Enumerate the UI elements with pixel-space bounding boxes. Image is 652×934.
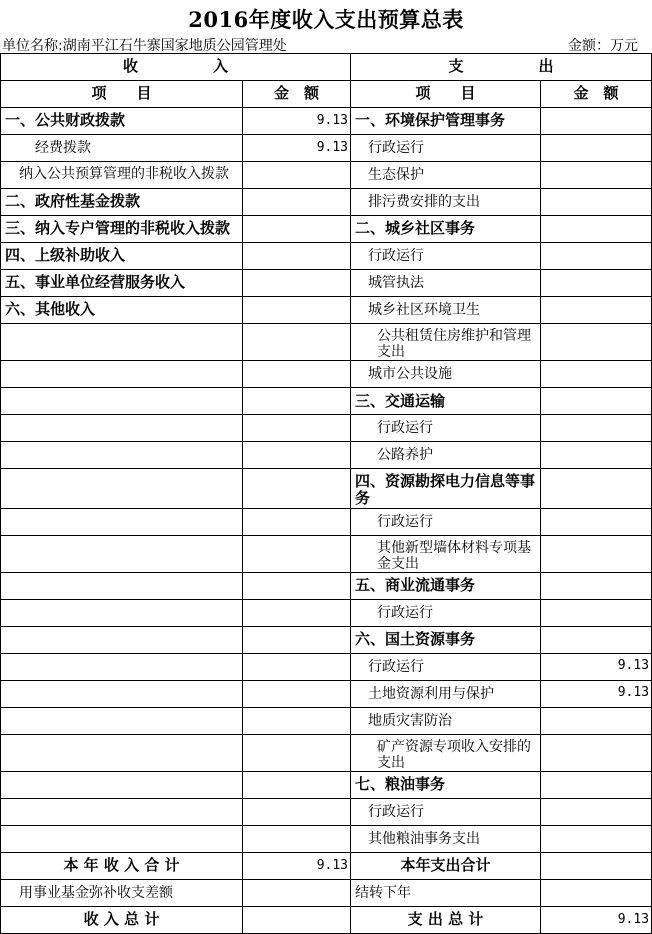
expense-item-cell: 城管执法 — [351, 270, 541, 297]
income-item-cell — [1, 415, 243, 442]
income-amount-cell — [243, 772, 351, 799]
expense-item-cell: 二、城乡社区事务 — [351, 216, 541, 243]
income-amount-cell — [243, 680, 351, 707]
income-amount-cell: 9.13 — [243, 135, 351, 162]
expense-amount-cell — [541, 626, 652, 653]
table-row — [1, 826, 652, 853]
expense-amount-cell — [541, 469, 652, 509]
income-amount-cell — [243, 388, 351, 415]
expense-item-cell: 行政运行 — [351, 243, 541, 270]
table-row — [1, 680, 652, 707]
report-title: 2016年度收入支出预算总表 — [188, 7, 464, 32]
expense-item-cell: 生态保护 — [351, 162, 541, 189]
income-amount-cell — [243, 324, 351, 361]
expense-item-cell: 行政运行 — [351, 799, 541, 826]
expense-amount-cell — [541, 707, 652, 734]
expense-amount-cell — [541, 243, 652, 270]
expense-item-cell: 行政运行 — [351, 508, 541, 535]
table-row — [1, 508, 652, 535]
income-item-cell — [1, 680, 243, 707]
table-row — [1, 734, 652, 771]
table-row — [1, 707, 652, 734]
carry-forward-amount — [541, 880, 652, 907]
balance-fund-label: 用事业基金弥补收支差额 — [1, 880, 243, 907]
income-item-cell — [1, 626, 243, 653]
expense-item-cell: 地质灾害防治 — [351, 707, 541, 734]
expense-item-cell: 城市公共设施 — [351, 361, 541, 388]
income-amount-cell — [243, 270, 351, 297]
table-row — [1, 415, 652, 442]
expense-grand-total-label: 支 出 总 计 — [351, 907, 541, 934]
income-amount-cell — [243, 189, 351, 216]
income-item-cell: 三、纳入专户管理的非税收入拨款 — [1, 216, 243, 243]
income-item-cell: 四、上级补助收入 — [1, 243, 243, 270]
expense-section-header: 支 出 — [351, 54, 652, 81]
table-row — [1, 572, 652, 599]
income-item-cell — [1, 772, 243, 799]
expense-amount-cell — [541, 270, 652, 297]
expense-item-cell: 矿产资源专项收入安排的支出 — [351, 734, 541, 771]
expense-amount-cell: 9.13 — [541, 680, 652, 707]
total-row — [1, 907, 652, 934]
expense-amount-header: 金 额 — [541, 81, 652, 108]
expense-amount-cell — [541, 415, 652, 442]
expense-grand-total-amount: 9.13 — [541, 907, 652, 934]
expense-item-cell: 行政运行 — [351, 599, 541, 626]
income-item-header: 项 目 — [1, 81, 243, 108]
income-amount-cell — [243, 216, 351, 243]
income-item-cell: 纳入公共预算管理的非税收入拨款 — [1, 162, 243, 189]
expense-amount-cell — [541, 535, 652, 572]
income-item-cell — [1, 442, 243, 469]
table-row — [1, 469, 652, 509]
expense-item-cell: 四、资源勘探电力信息等事务 — [351, 469, 541, 509]
expense-item-cell: 七、粮油事务 — [351, 772, 541, 799]
table-row — [1, 599, 652, 626]
expense-amount-cell — [541, 442, 652, 469]
income-item-cell: 五、事业单位经营服务收入 — [1, 270, 243, 297]
year-expense-total-label: 本年支出合计 — [351, 853, 541, 880]
income-amount-cell — [243, 297, 351, 324]
carry-forward-label: 结转下年 — [351, 880, 541, 907]
expense-amount-cell — [541, 297, 652, 324]
income-amount-cell — [243, 243, 351, 270]
table-row — [1, 626, 652, 653]
total-row — [1, 880, 652, 907]
table-row — [1, 189, 652, 216]
income-item-cell — [1, 653, 243, 680]
income-amount-cell — [243, 508, 351, 535]
expense-amount-cell — [541, 508, 652, 535]
table-row — [1, 324, 652, 361]
expense-item-cell: 公共租赁住房维护和管理支出 — [351, 324, 541, 361]
table-row — [1, 388, 652, 415]
income-amount-cell — [243, 653, 351, 680]
expense-amount-cell — [541, 388, 652, 415]
table-row — [1, 772, 652, 799]
income-amount-cell — [243, 599, 351, 626]
expense-item-cell: 其他新型墙体材料专项基金支出 — [351, 535, 541, 572]
income-item-cell: 经费拨款 — [1, 135, 243, 162]
table-row — [1, 535, 652, 572]
expense-item-cell: 土地资源利用与保护 — [351, 680, 541, 707]
expense-item-cell: 其他粮油事务支出 — [351, 826, 541, 853]
income-amount-cell — [243, 469, 351, 509]
year-income-total-amount: 9.13 — [243, 853, 351, 880]
amount-unit-label: 金额：万元 — [568, 38, 638, 54]
table-row — [1, 216, 652, 243]
expense-amount-cell — [541, 734, 652, 771]
total-row — [1, 853, 652, 880]
income-item-cell: 一、公共财政拨款 — [1, 108, 243, 135]
expense-amount-cell — [541, 189, 652, 216]
expense-amount-cell — [541, 324, 652, 361]
table-row — [1, 135, 652, 162]
table-row — [1, 162, 652, 189]
income-item-cell: 二、政府性基金拨款 — [1, 189, 243, 216]
table-row — [1, 442, 652, 469]
income-amount-cell — [243, 361, 351, 388]
table-row — [1, 653, 652, 680]
income-item-cell — [1, 734, 243, 771]
income-item-cell — [1, 707, 243, 734]
income-amount-cell — [243, 162, 351, 189]
header-row-sections — [1, 54, 652, 81]
expense-item-cell: 一、环境保护管理事务 — [351, 108, 541, 135]
income-item-cell — [1, 535, 243, 572]
expense-item-cell: 五、商业流通事务 — [351, 572, 541, 599]
table-row — [1, 799, 652, 826]
income-item-cell — [1, 324, 243, 361]
budget-table — [0, 53, 652, 934]
table-row — [1, 270, 652, 297]
income-amount-cell — [243, 707, 351, 734]
expense-amount-cell: 9.13 — [541, 653, 652, 680]
expense-amount-cell — [541, 135, 652, 162]
income-section-header: 收 入 — [1, 54, 351, 81]
table-row — [1, 243, 652, 270]
income-item-cell — [1, 388, 243, 415]
expense-amount-cell — [541, 361, 652, 388]
expense-item-cell: 三、交通运输 — [351, 388, 541, 415]
income-item-cell — [1, 599, 243, 626]
income-item-cell — [1, 508, 243, 535]
expense-item-cell: 行政运行 — [351, 415, 541, 442]
income-grand-total-label: 收 入 总 计 — [1, 907, 243, 934]
income-item-cell — [1, 469, 243, 509]
income-item-cell — [1, 361, 243, 388]
expense-item-cell: 排污费安排的支出 — [351, 189, 541, 216]
expense-amount-cell — [541, 599, 652, 626]
table-row — [1, 297, 652, 324]
expense-item-cell: 公路养护 — [351, 442, 541, 469]
expense-amount-cell — [541, 799, 652, 826]
expense-item-cell: 六、国土资源事务 — [351, 626, 541, 653]
header-row-columns — [1, 81, 652, 108]
income-amount-cell — [243, 734, 351, 771]
balance-fund-amount — [243, 880, 351, 907]
year-expense-total-amount — [541, 853, 652, 880]
income-item-cell — [1, 572, 243, 599]
expense-item-cell: 城乡社区环境卫生 — [351, 297, 541, 324]
expense-amount-cell — [541, 162, 652, 189]
income-amount-cell: 9.13 — [243, 108, 351, 135]
income-item-cell: 六、其他收入 — [1, 297, 243, 324]
expense-item-header: 项 目 — [351, 81, 541, 108]
income-amount-cell — [243, 415, 351, 442]
income-amount-header: 金 额 — [243, 81, 351, 108]
table-row — [1, 361, 652, 388]
unit-name-label: 单位名称:湖南平江石牛寨国家地质公园管理处 — [2, 38, 287, 54]
income-amount-cell — [243, 572, 351, 599]
expense-amount-cell — [541, 572, 652, 599]
expense-amount-cell — [541, 216, 652, 243]
income-item-cell — [1, 826, 243, 853]
year-income-total-label: 本 年 收 入 合 计 — [1, 853, 243, 880]
expense-amount-cell — [541, 108, 652, 135]
income-grand-total-amount — [243, 907, 351, 934]
income-amount-cell — [243, 442, 351, 469]
income-amount-cell — [243, 799, 351, 826]
expense-item-cell: 行政运行 — [351, 135, 541, 162]
income-amount-cell — [243, 826, 351, 853]
expense-amount-cell — [541, 772, 652, 799]
expense-amount-cell — [541, 826, 652, 853]
table-row — [1, 108, 652, 135]
income-amount-cell — [243, 626, 351, 653]
income-amount-cell — [243, 535, 351, 572]
expense-item-cell: 行政运行 — [351, 653, 541, 680]
income-item-cell — [1, 799, 243, 826]
